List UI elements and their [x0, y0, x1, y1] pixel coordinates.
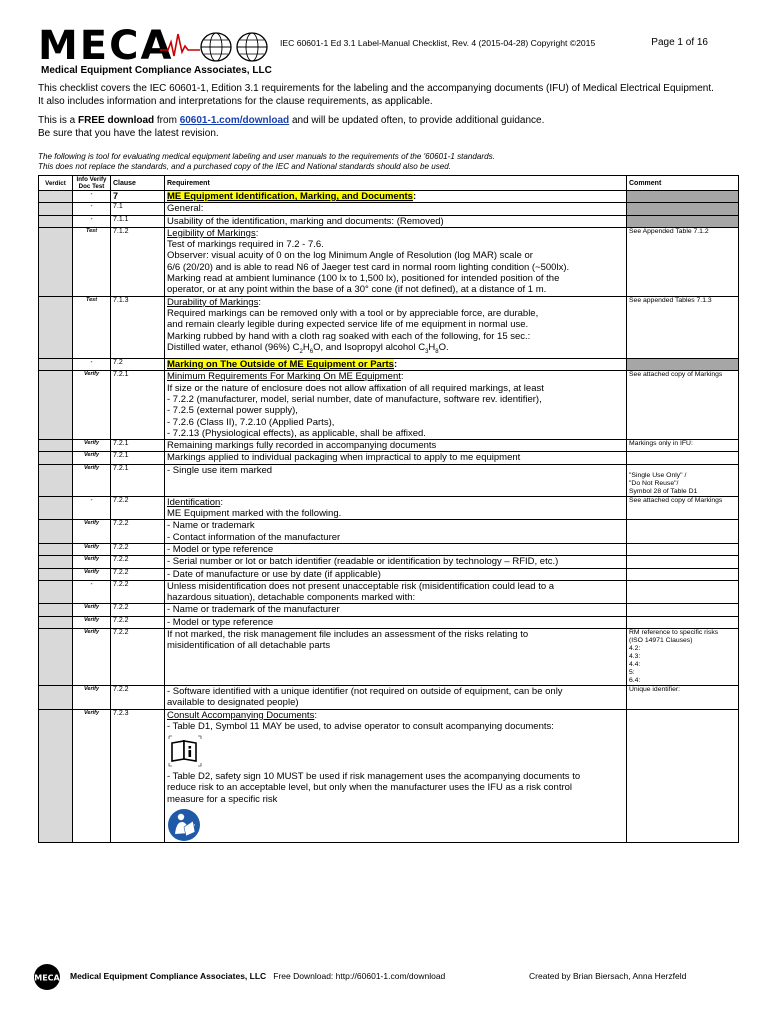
table-row	[39, 685, 739, 709]
verdict-cell[interactable]	[39, 452, 73, 464]
type-cell: Verify	[73, 568, 111, 580]
verdict-cell[interactable]	[39, 227, 73, 296]
type-cell: Test	[73, 227, 111, 296]
comment-line: Symbol 28 of Table D1	[629, 487, 698, 495]
type-cell: -	[73, 203, 111, 215]
comment-line: "Single Use Only" /	[629, 471, 687, 479]
requirement-cell: - Serial number or lot or batch identifier (readable or identification by technology – RFID, etc.)	[165, 556, 627, 568]
comment-cell[interactable]	[627, 580, 739, 604]
intro-text	[38, 83, 738, 140]
comment-cell[interactable]: See attached copy of Markings	[627, 371, 739, 440]
comment-cell[interactable]	[627, 568, 739, 580]
requirement-cell: Usability of the identification, marking and documents: (Removed)	[165, 215, 627, 227]
info-header: Info Verify Doc Test	[73, 176, 111, 191]
requirement-cell: - Single use item marked	[165, 464, 627, 496]
intro-line: It also includes information and interpretations for the clause requirements, as applicable.	[38, 95, 433, 107]
verdict-cell[interactable]	[39, 568, 73, 580]
requirement-line: available to designated people)	[167, 697, 299, 709]
type-cell: Verify	[73, 543, 111, 555]
verdict-cell[interactable]	[39, 604, 73, 616]
type-cell: Verify	[73, 628, 111, 685]
table-row	[39, 215, 739, 227]
type-cell: -	[73, 359, 111, 371]
type-cell: Verify	[73, 371, 111, 440]
requirement-cell	[165, 359, 627, 371]
requirement-line: - Table D1, Symbol 11 MAY be used, to advise operator to consult acompanying documents:	[167, 720, 554, 732]
consult-instructions-icon	[167, 735, 203, 767]
clause-cell: 7.1.3	[111, 296, 165, 358]
type-cell: -	[73, 215, 111, 227]
type-cell: Test	[73, 296, 111, 358]
type-cell: Verify	[73, 604, 111, 616]
comment-cell[interactable]	[627, 359, 739, 371]
comment-cell[interactable]	[627, 628, 739, 685]
read-manual-sign-icon	[167, 808, 201, 842]
table-row	[39, 580, 739, 604]
requirement-title: Legibility of Markings	[167, 227, 256, 239]
requirement-cell: General:	[165, 203, 627, 215]
requirement-cell: - Date of manufacture or use by date (if applicable)	[165, 568, 627, 580]
table-row	[39, 568, 739, 580]
comment-line: (ISO 14971 Clauses)	[629, 636, 693, 644]
requirement-line: measure for a specific risk	[167, 793, 278, 805]
table-row	[39, 496, 739, 520]
requirement-cell	[165, 709, 627, 842]
verdict-cell[interactable]	[39, 628, 73, 685]
verdict-cell[interactable]	[39, 556, 73, 568]
section-title: Marking on The Outside of ME Equipment or Parts	[167, 359, 394, 371]
requirement-cell: Remaining markings fully recorded in accompanying documents	[165, 440, 627, 452]
clause-cell: 7.1	[111, 203, 165, 215]
requirement-cell	[165, 520, 627, 544]
table-row	[39, 191, 739, 203]
globe-icon	[198, 31, 272, 63]
table-header-row	[39, 176, 739, 191]
requirement-line: Observer: visual acuity of 0 on the log Minimum Angle of Resolution (log MAR) scale or	[167, 250, 533, 262]
type-cell: -	[73, 496, 111, 520]
comment-cell[interactable]: See appended Tables 7.1.3	[627, 296, 739, 358]
logo-tagline: Medical Equipment Compliance Associates, LLC	[41, 65, 272, 76]
requirement-line: Marking read at ambient luminance (100 lx to 1,500 lx), positioned for intended position of the	[167, 273, 560, 285]
clause-cell: 7.2.2	[111, 543, 165, 555]
requirement-line: - 7.2.2 (manufacturer, model, serial number, date of manufacture, software rev. identifier),	[167, 393, 542, 405]
verdict-cell[interactable]	[39, 464, 73, 496]
comment-cell[interactable]: See Appended Table 7.1.2	[627, 227, 739, 296]
comment-line: 4.4:	[629, 660, 641, 668]
clause-cell: 7.2.1	[111, 371, 165, 440]
type-cell: Verify	[73, 616, 111, 628]
requirement-cell	[165, 227, 627, 296]
disclaimer-note	[38, 152, 738, 172]
table-row	[39, 543, 739, 555]
verdict-cell[interactable]	[39, 580, 73, 604]
requirement-cell: - Model or type reference	[165, 543, 627, 555]
requirement-cell	[165, 296, 627, 358]
clause-cell: 7.2.1	[111, 440, 165, 452]
clause-cell: 7.2.1	[111, 452, 165, 464]
text: :	[220, 496, 223, 508]
note-line: This does not replace the standards, and a purchased copy of the IEC and National standards should also be used.	[38, 162, 452, 171]
comment-cell[interactable]	[627, 191, 739, 203]
clause-cell: 7.2	[111, 359, 165, 371]
table-row	[39, 440, 739, 452]
requirement-title: Identification	[167, 496, 221, 508]
type-cell: -	[73, 191, 111, 203]
page-footer	[32, 962, 732, 992]
comment-line: 4.3:	[629, 652, 641, 660]
requirement-line: If size or the nature of enclosure does not allow affixation of all required markings, at least	[167, 382, 544, 394]
section-title: ME Equipment Identification, Marking, and Documents	[167, 191, 413, 202]
table-row	[39, 556, 739, 568]
table-row	[39, 296, 739, 358]
clause-cell: 7.1.1	[111, 215, 165, 227]
requirement-line: and remain clearly legible during expected service life of me equipment in normal use.	[167, 319, 529, 331]
comment-cell[interactable]	[627, 709, 739, 842]
requirement-cell	[165, 191, 627, 203]
comment-cell[interactable]: Markings only in IFU:	[627, 440, 739, 452]
requirement-title: Minimum Requirements For Marking On ME Equipment	[167, 371, 401, 383]
verdict-cell[interactable]	[39, 203, 73, 215]
meca-logo	[38, 23, 278, 78]
type-cell: Verify	[73, 440, 111, 452]
type-cell: Verify	[73, 520, 111, 544]
comment-cell[interactable]: See attached copy of Markings	[627, 496, 739, 520]
note-line: The following is tool for evaluating medical equipment labeling and user manuals to the requirements of the '60601-1 standards.	[38, 152, 495, 161]
verdict-cell[interactable]	[39, 215, 73, 227]
meca-badge-logo	[32, 962, 62, 992]
requirement-cell	[165, 628, 627, 685]
type-cell: Verify	[73, 452, 111, 464]
table-row	[39, 452, 739, 464]
table-row	[39, 227, 739, 296]
requirement-line: hazardous situation), detachable components marked with:	[167, 592, 416, 604]
footer-credits: Created by Brian Biersach, Anna Herzfeld	[529, 971, 687, 981]
comment-line: RM reference to specific risks	[629, 628, 719, 636]
clause-cell: 7.2.2	[111, 685, 165, 709]
comment-line: 5:	[629, 668, 635, 676]
download-link[interactable]: 60601-1.com/download	[179, 115, 290, 126]
comment-header: Comment	[627, 176, 739, 191]
type-cell: Verify	[73, 556, 111, 568]
requirement-line: 6/6 (20/20) and is able to read N6 of Jaeger test card in normal room lighting condition (~500lx).	[167, 261, 570, 273]
verdict-cell[interactable]	[39, 191, 73, 203]
requirement-line: - Name or trademark	[167, 520, 255, 532]
footer-left	[70, 971, 445, 981]
text: :	[400, 371, 404, 383]
table-row	[39, 709, 739, 842]
requirement-line: reduce risk to an acceptable level, but only when the manufacturer uses the IFU as a risk control	[167, 782, 573, 794]
verdict-cell[interactable]	[39, 371, 73, 440]
intro-line: This checklist covers the IEC 60601-1, Edition 3.1 requirements for the labeling and the accompanying documents (IFU) of Medical Electrical Equipment.	[38, 83, 714, 94]
requirement-line: ME Equipment marked with the following.	[167, 508, 342, 520]
comment-cell[interactable]	[627, 556, 739, 568]
requirement-title: Durability of Markings	[167, 296, 259, 308]
requirement-cell: - Model or type reference	[165, 616, 627, 628]
clause-cell: 7.2.2	[111, 580, 165, 604]
clause-cell: 7.2.2	[111, 496, 165, 520]
clause-header: Clause	[111, 176, 165, 191]
requirement-line: - 7.2.6 (Class II), 7.2.10 (Applied Parts),	[167, 416, 335, 428]
comment-cell[interactable]	[627, 543, 739, 555]
ekg-icon	[160, 32, 200, 58]
comment-cell[interactable]: Unique identifier:	[627, 685, 739, 709]
requirement-line: Test of markings required in 7.2 - 7.6.	[167, 239, 324, 251]
table-row	[39, 203, 739, 215]
table-row	[39, 359, 739, 371]
text: from	[154, 115, 180, 126]
table-row	[39, 604, 739, 616]
clause-cell: 7.2.2	[111, 520, 165, 544]
comment-line: 4.2:	[629, 644, 641, 652]
requirement-cell: Markings applied to individual packaging when impractical to apply to me equipment	[165, 452, 627, 464]
table-row	[39, 464, 739, 496]
verdict-cell[interactable]	[39, 616, 73, 628]
page-number: Page 1 of 16	[651, 37, 708, 48]
verdict-cell[interactable]	[39, 685, 73, 709]
verdict-cell[interactable]	[39, 709, 73, 842]
clause-cell: 7.2.2	[111, 616, 165, 628]
table-row	[39, 520, 739, 544]
verdict-cell[interactable]	[39, 359, 73, 371]
type-cell: -	[73, 580, 111, 604]
checklist-table	[38, 175, 739, 843]
requirement-line: Unless misidentification does not present unacceptable risk (misidentification could lead to a	[167, 580, 555, 592]
chemical-line: Distilled water, ethanol (96%) $C_2H_6O$, and Isopropyl alcohol $C_3H_8O$.	[167, 341, 449, 355]
requirement-cell	[165, 580, 627, 604]
requirement-header: Requirement	[165, 176, 627, 191]
comment-line: 6.4:	[629, 676, 641, 684]
latest-revision-note: Be sure that you have the latest revision.	[38, 127, 219, 139]
clause-cell: 7.2.3	[111, 709, 165, 842]
clause-cell: 7.2.2	[111, 556, 165, 568]
verdict-header: Verdict	[39, 176, 73, 191]
requirement-line: operator, or at any point within the base of a 30° cone (if not defined), at a distance of 1 m.	[167, 284, 547, 296]
requirement-cell	[165, 496, 627, 520]
verdict-cell[interactable]	[39, 520, 73, 544]
type-cell: Verify	[73, 709, 111, 842]
requirement-line: - 7.2.5 (external power supply),	[167, 405, 298, 417]
text: :	[255, 227, 259, 239]
text: :	[258, 296, 261, 308]
requirement-line: misidentification of all detachable parts	[167, 640, 331, 652]
requirement-title: Consult Accompanying Documents	[167, 709, 315, 721]
text: :	[412, 191, 417, 202]
svg-text:MECA: MECA	[34, 973, 60, 983]
comment-cell[interactable]	[627, 203, 739, 215]
free-download-line	[38, 115, 738, 128]
comment-cell[interactable]	[627, 215, 739, 227]
requirement-cell: - Name or trademark of the manufacturer	[165, 604, 627, 616]
clause-cell: 7.1.2	[111, 227, 165, 296]
verdict-cell[interactable]	[39, 496, 73, 520]
requirement-line: - Table D2, safety sign 10 MUST be used if risk management uses the acompanying documents to	[167, 771, 581, 783]
page-header	[38, 23, 738, 78]
clause-cell: 7.2.2	[111, 628, 165, 685]
text: This is a	[38, 115, 79, 126]
free-label: FREE download	[78, 115, 155, 126]
clause-cell: 7.2.2	[111, 604, 165, 616]
verdict-cell[interactable]	[39, 543, 73, 555]
comment-line: "Do Not Reuse"/	[629, 479, 679, 487]
requirement-line: - Contact information of the manufacturer	[167, 531, 341, 543]
table-row	[39, 628, 739, 685]
type-cell: Verify	[73, 464, 111, 496]
comment-cell[interactable]	[627, 464, 739, 496]
document-title: IEC 60601-1 Ed 3.1 Label-Manual Checklist, Rev. 4 (2015-04-28) Copyright ©2015	[280, 38, 596, 48]
requirement-line: Required markings can be removed only with a tool or by appreciable force, are durable,	[167, 307, 539, 319]
comment-cell[interactable]	[627, 604, 739, 616]
verdict-cell[interactable]	[39, 296, 73, 358]
table-row	[39, 371, 739, 440]
comment-cell[interactable]	[627, 616, 739, 628]
requirement-line: If not marked, the risk management file includes an assessment of the risks relating to	[167, 628, 529, 640]
comment-cell[interactable]	[627, 520, 739, 544]
verdict-cell[interactable]	[39, 440, 73, 452]
requirement-line: - Software identified with a unique identifier (not required on outside of equipment, can be only	[167, 685, 563, 697]
clause-cell: 7.2.1	[111, 464, 165, 496]
clause-cell: 7.2.2	[111, 568, 165, 580]
requirement-cell	[165, 371, 627, 440]
text: :	[393, 359, 398, 371]
footer-download: Free Download: http://60601-1.com/download	[273, 971, 446, 981]
text: :	[314, 709, 317, 721]
type-cell: Verify	[73, 685, 111, 709]
logo-text: MECA	[38, 23, 174, 69]
requirement-cell	[165, 685, 627, 709]
footer-company: Medical Equipment Compliance Associates, LLC	[70, 971, 267, 981]
requirement-line: Marking rubbed by hand with a cloth rag soaked with each of the following, for 15 sec.:	[167, 330, 531, 342]
clause-cell: 7	[111, 191, 165, 203]
text: and will be updated often, to provide additional guidance.	[289, 115, 545, 126]
requirement-line: - 7.2.13 (Physiological effects), as applicable, shall be affixed.	[167, 427, 426, 439]
table-row	[39, 616, 739, 628]
comment-cell[interactable]	[627, 452, 739, 464]
